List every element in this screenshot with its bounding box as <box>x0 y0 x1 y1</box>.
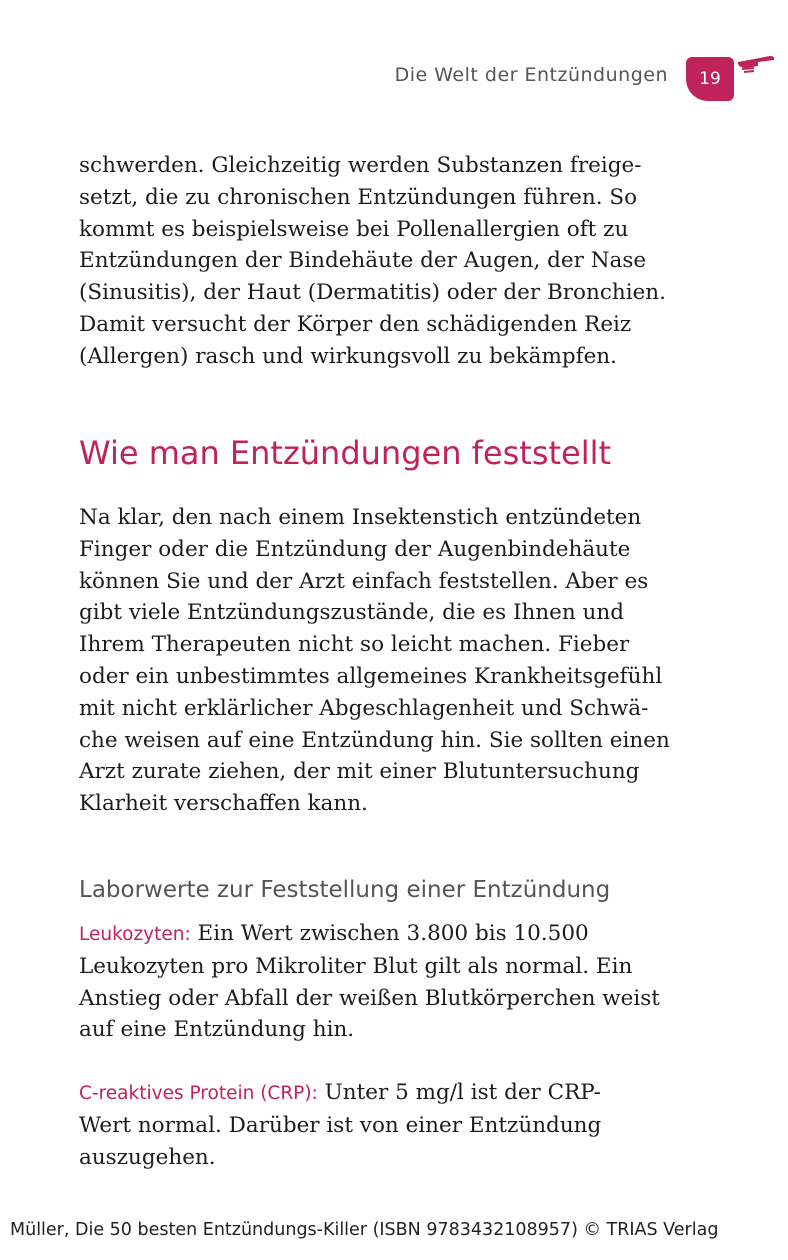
crp-entry: C-reaktives Protein (CRP): Unter 5 mg/l ist der CRP- Wert normal. Darüber ist von einer Entzündung auszugehen. <box>79 1080 602 1170</box>
page-number-badge: 19 <box>686 57 734 101</box>
intro-paragraph: schwerden. Gleichzeitig werden Substanzen freige- setzt, die zu chronischen Entzündungen führen. So kommt es beispielsweise bei Pollenallergien oft zu Entzündungen der Bindehäute der Augen, der Nase (Sinusitis), der Haut (Dermatitis) oder der Bronchien. Damit versucht der Körper den schädigenden Reiz (Allergen) rasch und wirkungsvoll zu bekämpfen. <box>79 153 666 369</box>
leukozyten-term: Leukozyten: <box>79 924 191 945</box>
lab-values-heading: Laborwerte zur Feststellung einer Entzündung <box>79 877 611 903</box>
section-heading: Wie man Entzündungen feststellt <box>79 434 612 472</box>
running-title: Die Welt der Entzündungen <box>394 64 668 86</box>
leukozyten-entry: Leukozyten: Ein Wert zwischen 3.800 bis 10.500 Leukozyten pro Mikroliter Blut gilt als normal. Ein Anstieg oder Abfall der weißen Blutkörperchen weist auf eine Entzündung hin. <box>79 921 660 1043</box>
pointing-hand-icon <box>732 50 776 76</box>
copyright-footer: Müller, Die 50 besten Entzündungs-Killer (ISBN 9783432108957) © TRIAS Verlag <box>10 1220 719 1240</box>
section-paragraph: Na klar, den nach einem Insektenstich entzündeten Finger oder die Entzündung der Augenbindehäute können Sie und der Arzt einfach feststellen. Aber es gibt viele Entzündungszustände, die es Ihnen und Ihrem Therapeuten nicht so leicht machen. Fieber oder ein unbestimmtes allgemeines Krankheitsgefühl mit nicht erklärlicher Abgeschlagenheit und Schwä- che weisen auf eine Entzündung hin. Sie sollten einen Arzt zurate ziehen, der mit einer Blutuntersuchung Klarheit verschaffen kann. <box>79 505 670 817</box>
crp-term: C-reaktives Protein (CRP): <box>79 1083 318 1104</box>
